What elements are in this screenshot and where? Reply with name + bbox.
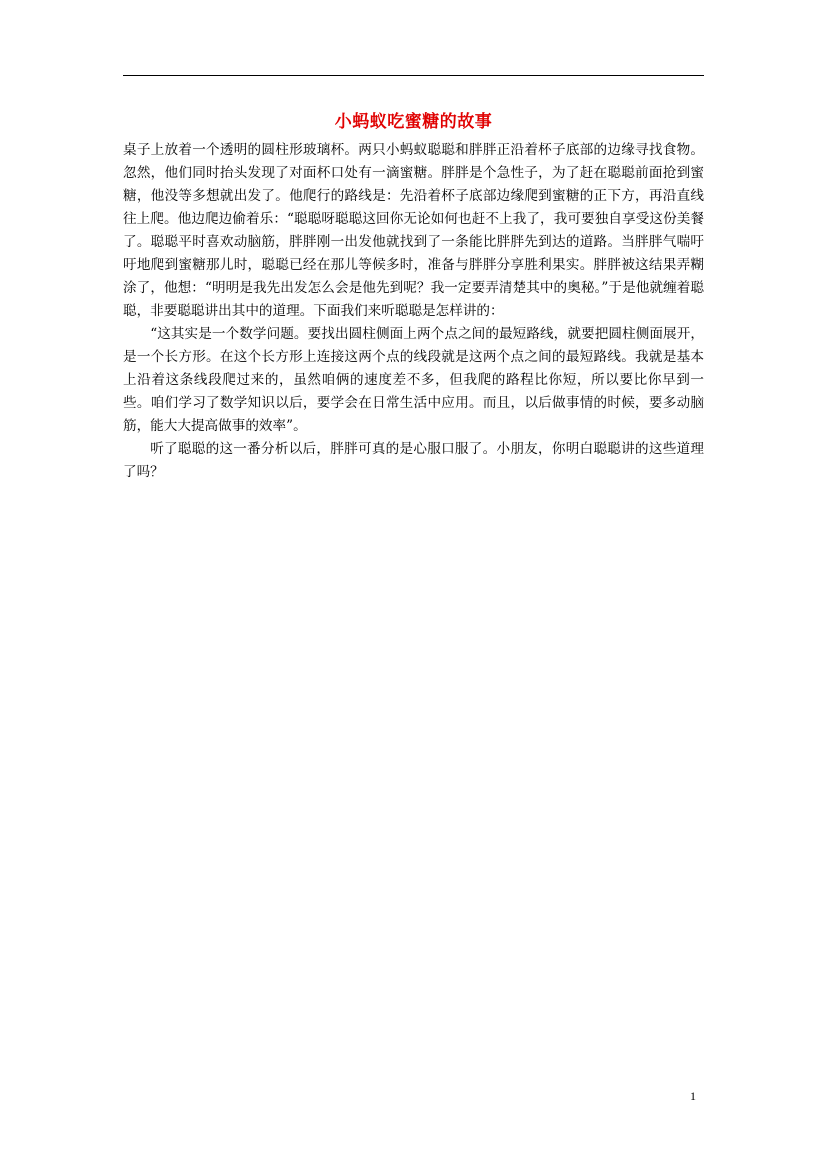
paragraph-conclusion: 听了聪聪的这一番分析以后，胖胖可真的是心服口服了。小朋友，你明白聪聪讲的这些道理了吗？ xyxy=(123,441,704,480)
page-number: 1 xyxy=(690,1089,696,1103)
document-body xyxy=(123,139,704,484)
paragraph-story: 桌子上放着一个透明的圆柱形玻璃杯。两只小蚂蚁聪聪和胖胖正沿着杯子底部的边缘寻找食物。忽然，他们同时抬头发现了对面杯口处有一滴蜜糖。胖胖是个急性子，为了赶在聪聪前面抢到蜜糖，他没等多想就出发了。他爬行的路线是：先沿着杯子底部边缘爬到蜜糖的正下方，再沿直线往上爬。他边爬边偷着乐：“聪聪呀聪聪这回你无论如何也赶不上我了，我可要独自享受这份美餐了。聪聪平时喜欢动脑筋，胖胖刚一出发他就找到了一条能比胖胖先到达的道路。当胖胖气喘吁吁地爬到蜜糖那儿时，聪聪已经在那儿等候多时，准备与胖胖分享胜利果实。胖胖被这结果弄糊涂了，他想：“明明是我先出发怎么会是他先到呢？我一定要弄清楚其中的奥秘。”于是他就缠着聪聪，非要聪聪讲出其中的道理。下面我们来听聪聪是怎样讲的： xyxy=(123,142,704,319)
paragraph-explanation: “这其实是一个数学问题。要找出圆柱侧面上两个点之间的最短路线，就要把圆柱侧面展开，是一个长方形。在这个长方形上连接这两个点的线段就是这两个点之间的最短路线。我就是基本上沿着这条线段爬过来的，虽然咱俩的速度差不多，但我爬的路程比你短，所以要比你早到一些。咱们学习了数学知识以后，要学会在日常生活中应用。而且，以后做事情的时候，要多动脑筋，能大大提高做事的效率”。 xyxy=(123,326,704,434)
document-title: 小蚂蚁吃蜜糖的故事 xyxy=(334,112,493,132)
header-rule xyxy=(123,75,704,76)
